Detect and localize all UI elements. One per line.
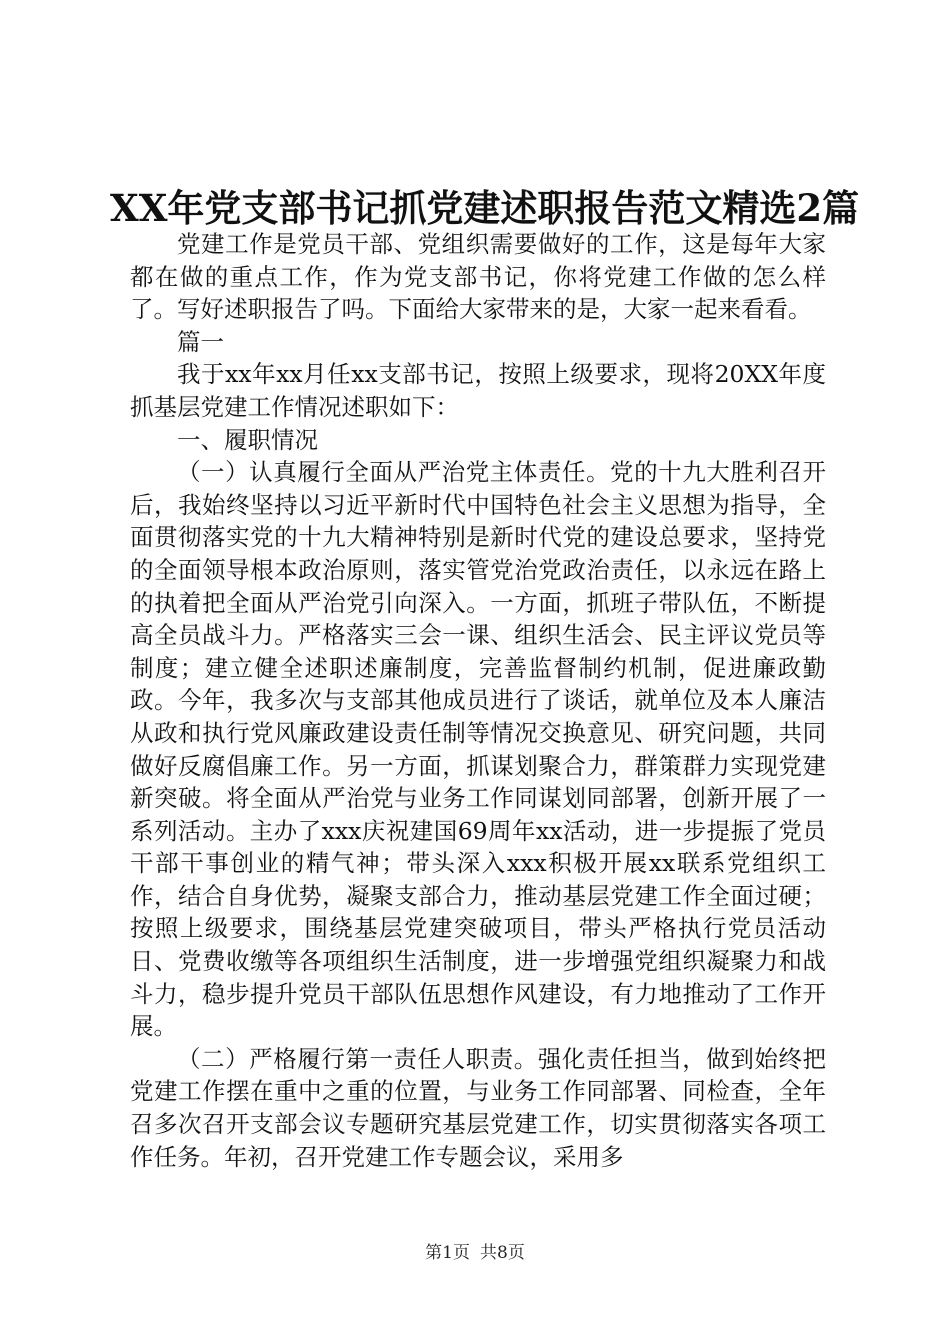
document-title: XX年党支部书记抓党建述职报告范文精选2篇 <box>110 185 860 230</box>
page-total: 共8页 <box>480 1243 525 1263</box>
body-paragraph-first-responsible: （二）严格履行第一责任人职责。强化责任担当，做到始终把党建工作摆在重中之重的位置，与业务工作同部署、同检查，全年召多次召开支部会议专题研究基层党建工作，切实贯彻落实各项工作任务。年初，召开党建工作专题会议，采用多 <box>130 1044 826 1171</box>
page-footer <box>0 1242 950 1264</box>
section-label-part-one: 篇一 <box>177 327 224 356</box>
page-number: 第1页 <box>425 1243 470 1263</box>
intro-paragraph: 党建工作是党员干部、党组织需要做好的工作，这是每年大家都在做的重点工作，作为党支部书记，你将党建工作做的怎么样了。写好述职报告了吗。下面给大家带来的是，大家一起来看看。 <box>130 230 826 324</box>
opening-paragraph: 我于xx年xx月任xx支部书记，按照上级要求，现将20XX年度抓基层党建工作情况述职如下： <box>130 360 826 421</box>
section-heading-duties: 一、履职情况 <box>177 425 318 454</box>
body-paragraph-responsibility: （一）认真履行全面从严治党主体责任。党的十九大胜利召开后，我始终坚持以习近平新时代中国特色社会主义思想为指导，全面贯彻落实党的十九大精神特别是新时代党的建设总要求，坚持党的全面领导根本政治原则，落实管党治党政治责任，以永远在路上的执着把全面从严治党引向深入。一方面，抓班子带队伍，不断提高全员战斗力。严格落实三会一课、组织生活会、民主评议党员等制度；建立健全述职述廉制度，完善监督制约机制，促进廉政勤政。今年，我多次与支部其他成员进行了谈话，就单位及本人廉洁从政和执行党风廉政建设责任制等情况交换意见、研究问题，共同做好反腐倡廉工作。另一方面，抓谋划聚合力，群策群力实现党建新突破。将全面从严治党与业务工作同谋划同部署，创新开展了一系列活动。主办了xxx庆祝建国69周年xx活动，进一步提振了党员干部干事创业的精气神；带头深入xxx积极开展xx联系党组织工作，结合自身优势，凝聚支部合力，推动基层党建工作全面过硬；按照上级要求，围绕基层党建突破项目，带头严格执行党员活动日、党费收缴等各项组织生活制度，进一步增强党组织凝聚力和战斗力，稳步提升党员干部队伍思想作风建设，有力地推动了工作开展。 <box>130 458 826 1041</box>
document-body <box>130 228 826 1173</box>
